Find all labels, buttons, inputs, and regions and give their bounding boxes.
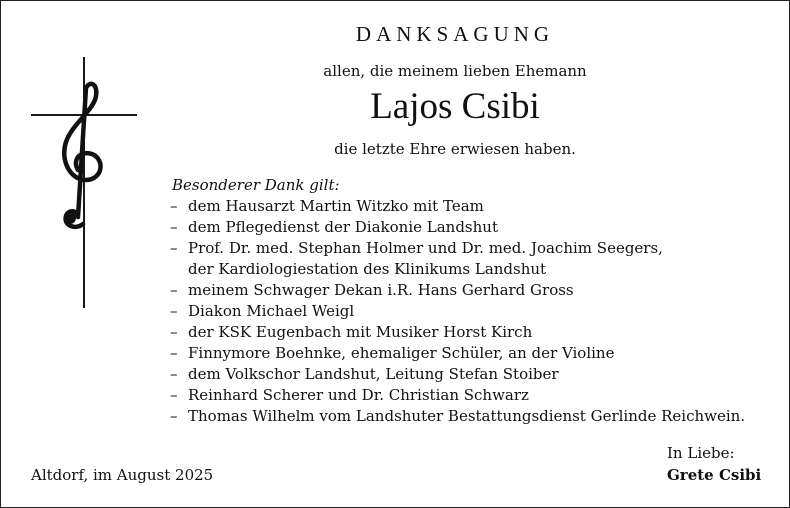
list-bullet: – [170,302,178,320]
treble-clef-icon [48,80,112,230]
list-bullet: – [170,407,178,425]
list-bullet: – [170,365,178,383]
list-item [170,406,785,427]
list-bullet: – [170,197,178,215]
list-item [170,301,785,322]
list-item-text: dem Volkschor Landshut, Leitung Stefan Stoiber [188,365,559,383]
list-bullet: – [170,218,178,236]
list-item [170,238,785,280]
signer-name: Grete Csibi [667,466,762,484]
list-bullet: – [170,281,178,299]
deceased-name: Lajos Csibi [370,86,540,127]
list-item-text: Reinhard Scherer und Dr. Christian Schwarz [188,386,529,404]
list-item-text: Prof. Dr. med. Stephan Holmer und Dr. med. Joachim Seegers, [188,239,663,257]
intro-text: allen, die meinem lieben Ehemann [323,62,587,80]
list-item-text: dem Pflegedienst der Diakonie Landshut [188,218,498,236]
list-item-text: Diakon Michael Weigl [188,302,355,320]
list-item-text: Finnymore Boehnke, ehemaliger Schüler, an der Violine [188,344,615,362]
list-item-text: dem Hausarzt Martin Witzko mit Team [188,197,484,215]
list-item [170,217,785,238]
list-item [170,322,785,343]
list-bullet: – [170,239,178,257]
honor-text: die letzte Ehre erwiesen haben. [334,140,576,158]
list-item-text: Thomas Wilhelm vom Landshuter Bestattungsdienst Gerlinde Reichwein. [188,407,746,425]
list-item [170,280,785,301]
list-item-text: der KSK Eugenbach mit Musiker Horst Kirch [188,323,533,341]
list-item [170,364,785,385]
list-item [170,343,785,364]
place-date: Altdorf, im August 2025 [31,466,214,484]
thanks-list [170,196,785,427]
list-item-text: der Kardiologiestation des Klinikums Landshut [188,260,547,278]
closing-text: In Liebe: [667,444,735,462]
list-bullet: – [170,344,178,362]
list-item [170,196,785,217]
heading: DANKSAGUNG [355,22,555,46]
thanks-label: Besonderer Dank gilt: [172,176,340,194]
list-item [170,385,785,406]
list-bullet: – [170,323,178,341]
list-bullet: – [170,386,178,404]
list-item-text: meinem Schwager Dekan i.R. Hans Gerhard Gross [188,281,574,299]
